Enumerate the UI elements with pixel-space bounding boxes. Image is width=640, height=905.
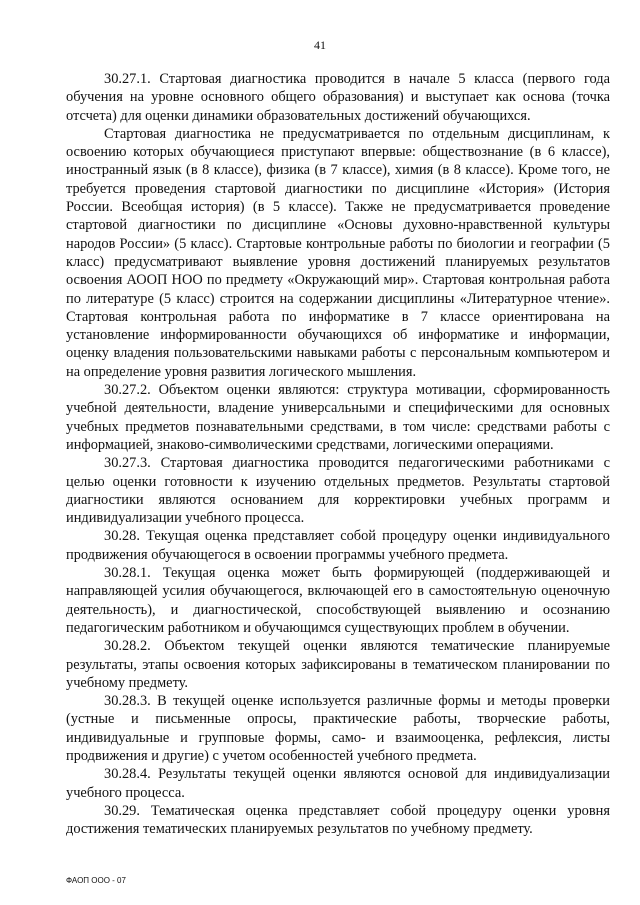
paragraph-30-28: 30.28. Текущая оценка представляет собой процедуру оценки индивидуального продвижения обучающегося в освоении программы учебного предмета.	[66, 528, 610, 563]
paragraph-30-28-4: 30.28.4. Результаты текущей оценки являются основой для индивидуализации учебного процесса.	[66, 766, 610, 801]
paragraph-30-28-3: 30.28.3. В текущей оценке используется различные формы и методы проверки (устные и письменные опросы, практические работы, творческие работы, индивидуальные и групповые формы, само- и взаимооценка, рефлексия, листы продвижения и другие) с учетом особенностей учебного предмета.	[66, 693, 610, 764]
paragraph-startup-diagnostics: Стартовая диагностика не предусматривается по отдельным дисциплинам, к освоению которых обучающиеся приступают впервые: обществознание (в 6 классе), иностранный язык (в 8 классе), физика (в 7 классе), химия (в 8 классе). Кроме того, не требуется проведения стартовой диагностики по дисциплине «История» (История России. Всеобщая история) (в 5 классе). Также не предусматривается проведение стартовой диагностики по дисциплине «Основы духовно-нравственной культуры народов России» (5 класс). Стартовые контрольные работы по биологии и географии (5 класс) предусматривают выявление уровня достижений планируемых результатов освоения АООП НОО по предмету «Окружающий мир». Стартовая контрольная работа по литературе (5 класс) строится на содержании дисциплины «Литературное чтение». Стартовая контрольная работа по информатике в 7 классе ориентирована на установление информированности обучающихся об информатике и информации, оценку владения пользовательскими навыками работы с персональным компьютером и на определение уровня развития логического мышления.	[66, 125, 610, 380]
paragraph-30-27-3: 30.27.3. Стартовая диагностика проводится педагогическими работниками с целью оценки готовности к изучению отдельных предметов. Результаты стартовой диагностики являются основанием для корректировки учебных программ и индивидуализации учебного процесса.	[66, 455, 610, 527]
paragraph-30-28-1: 30.28.1. Текущая оценка может быть формирующей (поддерживающей и направляющей усилия обучающегося, включающей его в самостоятельную оценочную деятельность), и диагностической, способствующей выявлению и осознанию педагогическим работником и обучающимся существующих проблем в обучении.	[66, 565, 610, 636]
page-number: 41	[314, 38, 326, 52]
paragraph-30-28-2: 30.28.2. Объектом текущей оценки являются тематические планируемые результаты, этапы освоения которых зафиксированы в тематическом планировании по учебному предмету.	[66, 638, 610, 691]
footer-document-code: ФАОП ООО - 07	[66, 876, 126, 885]
paragraph-30-29: 30.29. Тематическая оценка представляет собой процедуру оценки уровня достижения тематических планируемых результатов по учебному предмету.	[66, 802, 610, 838]
paragraph-30-27-2: 30.27.2. Объектом оценки являются: структура мотивации, сформированность учебной деятельности, владение универсальными и специфическими для основных учебных предметов познавательными средствами, в том числе: средствами работы с информацией, знаково-символическими средствами, логическими операциями.	[66, 382, 610, 453]
paragraph-30-27-1: 30.27.1. Стартовая диагностика проводится в начале 5 класса (первого года обучения на уровне основного общего образования) и выступает как основа (точка отсчета) для оценки динамики образовательных достижений обучающихся.	[66, 71, 610, 124]
document-body	[66, 70, 610, 838]
